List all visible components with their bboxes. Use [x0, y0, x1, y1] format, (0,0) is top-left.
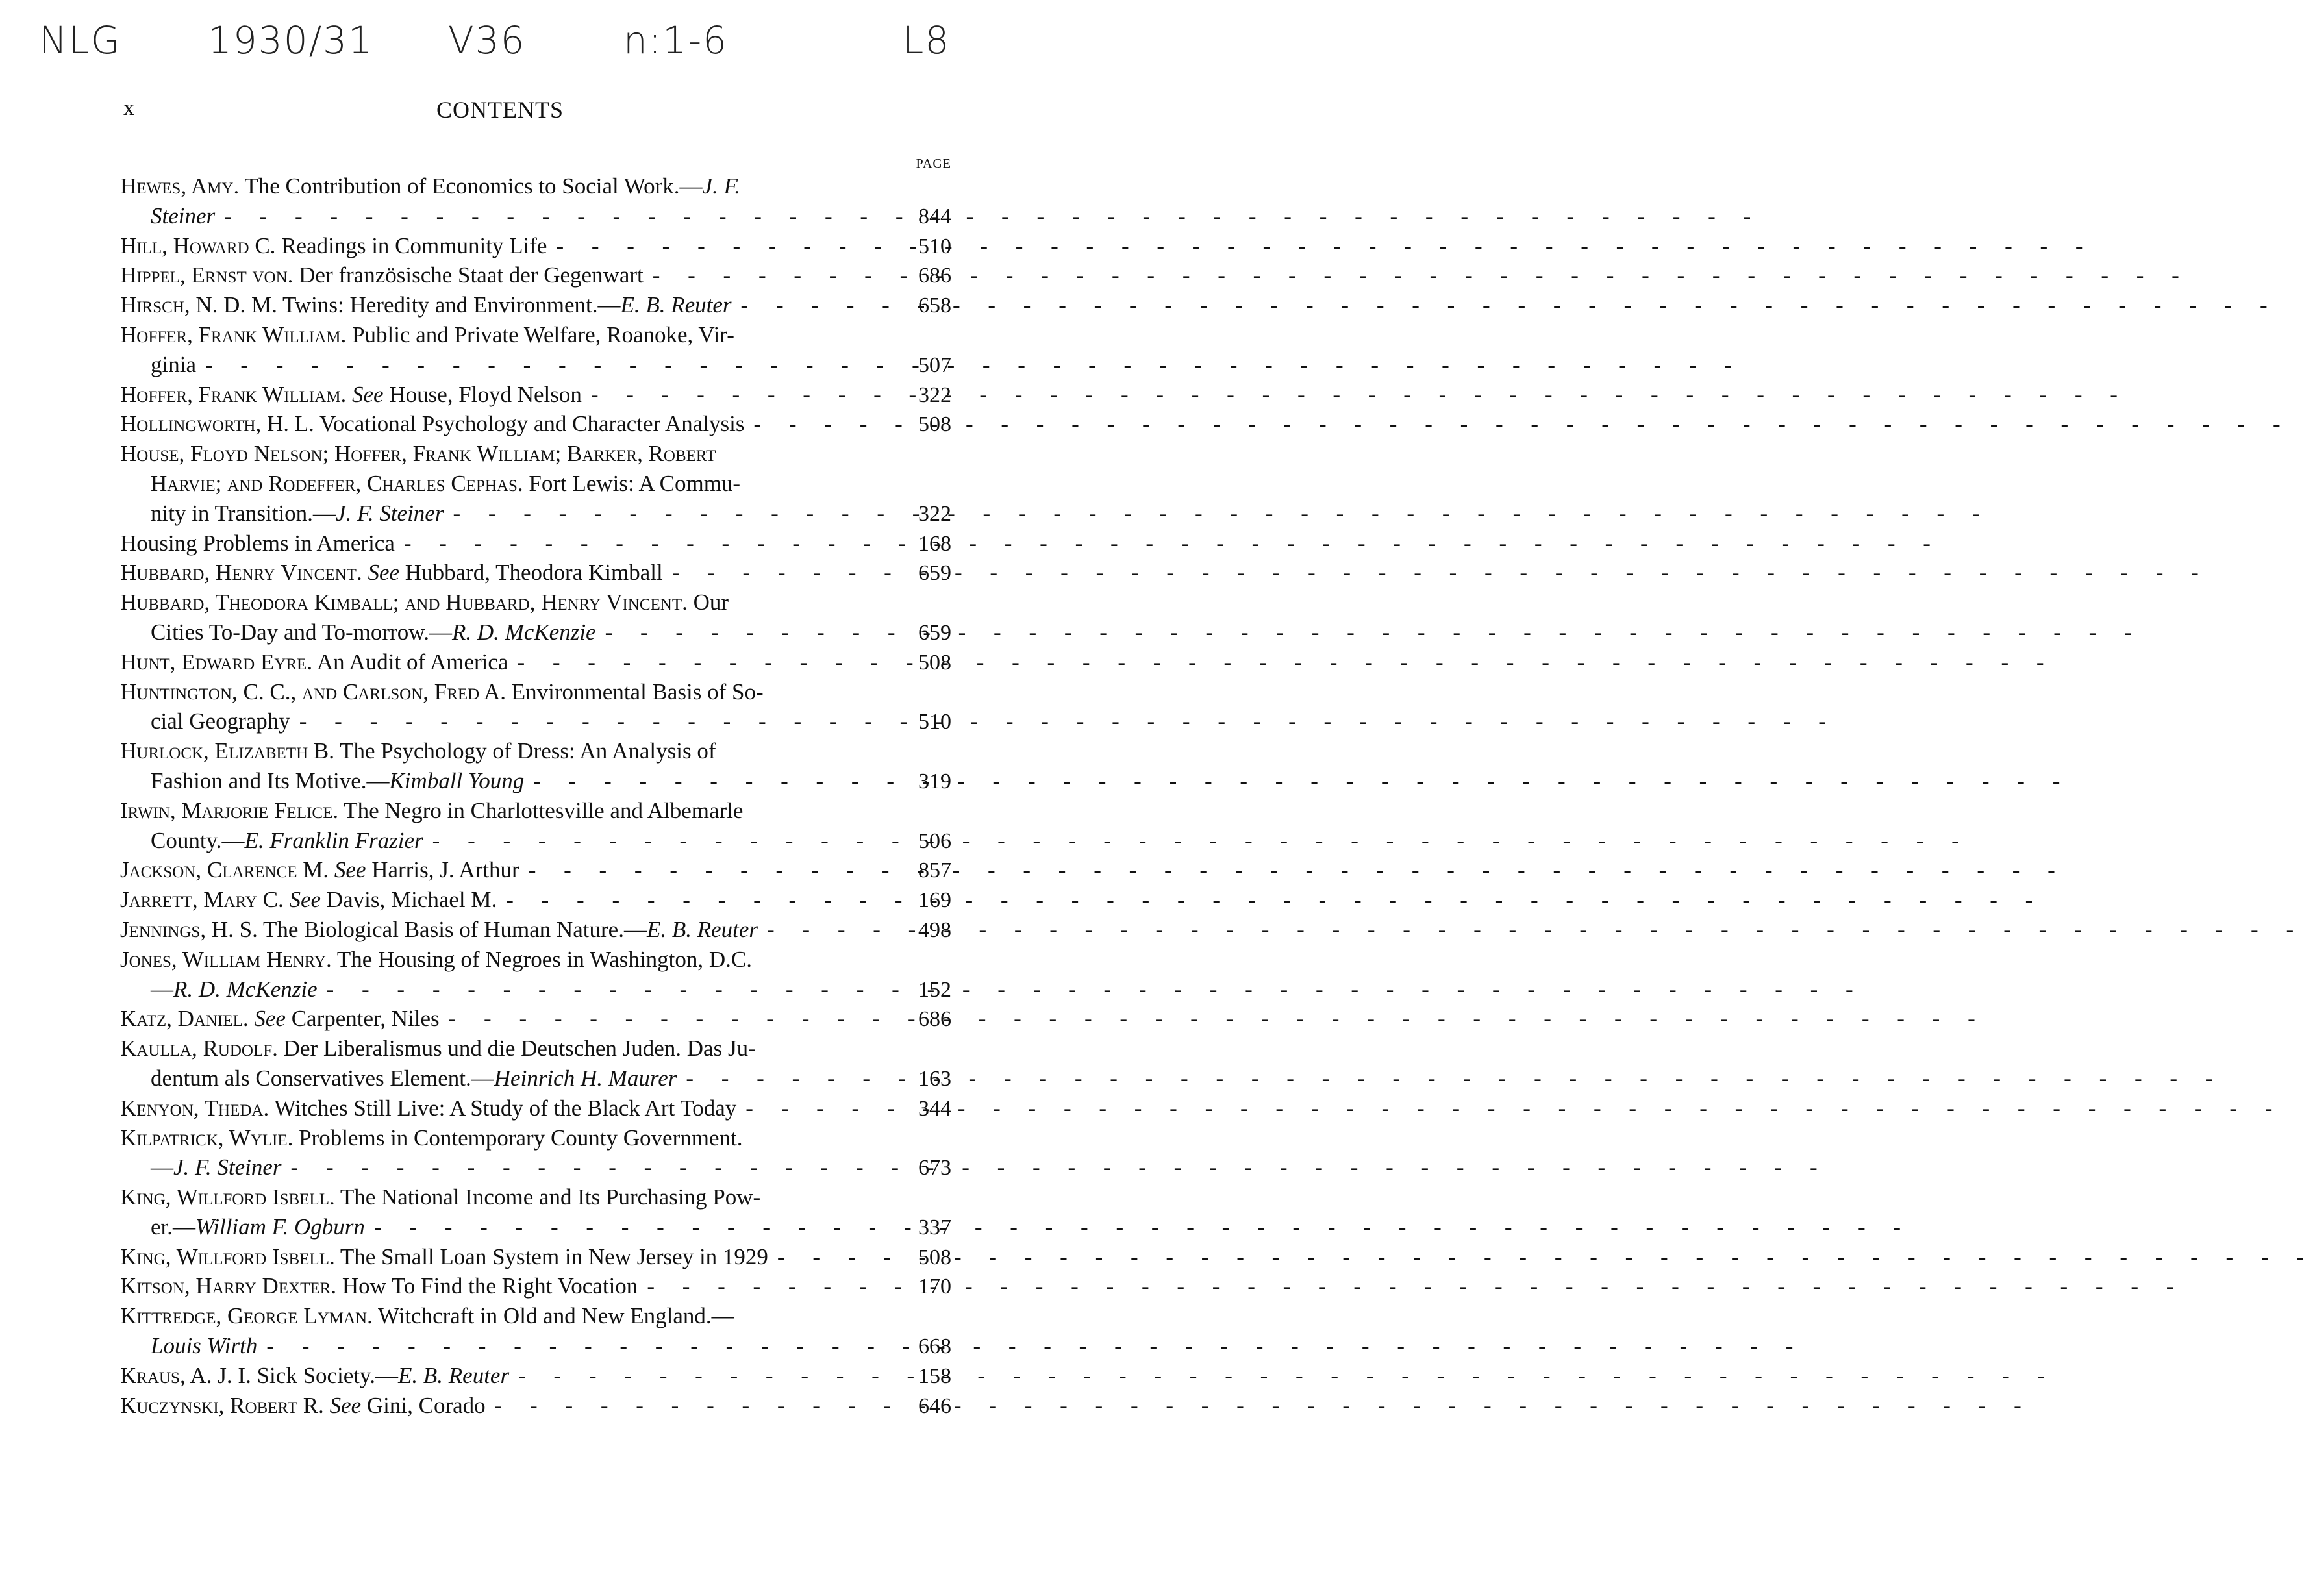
- entry-title: ginia: [151, 351, 196, 377]
- entry-title: Readings in Community Life: [281, 232, 547, 258]
- entry-title: County.—: [151, 827, 245, 853]
- dot-leader: [508, 647, 880, 677]
- entry-line: [120, 617, 951, 647]
- dot-leader: [524, 766, 880, 796]
- entry-title: Der französische Staat der Gegenwart: [299, 262, 644, 288]
- entry-text: [120, 1004, 440, 1034]
- entry-text: [151, 826, 423, 856]
- entry-author: House, Floyd Nelson; Hoffer, Frank William; Barker, Robert: [120, 441, 716, 467]
- entry-line: [120, 855, 951, 885]
- handwritten-mark: 1930/31: [208, 18, 373, 62]
- contents-entry: [120, 1361, 951, 1391]
- entry-title: Public and Private Welfare, Roanoke, Vir-: [352, 321, 734, 347]
- dot-leader: [547, 231, 880, 261]
- entry-author: Hirsch, N. D. M.: [120, 292, 277, 318]
- entry-title: —: [151, 976, 173, 1002]
- entry-text: [120, 1242, 768, 1272]
- contents-entry: [120, 439, 951, 528]
- entry-reviewer: E. B. Reuter: [646, 916, 758, 942]
- entry-page-number: 319: [918, 769, 951, 793]
- entry-author: Irwin, Marjorie Felice.: [120, 797, 339, 823]
- handwritten-mark: L8: [903, 18, 951, 62]
- entry-title: An Audit of America: [316, 649, 508, 675]
- contents-entry: [120, 320, 951, 380]
- contents-entry: [120, 558, 951, 588]
- entry-text: [151, 766, 524, 796]
- dot-leader: [290, 706, 880, 736]
- dot-leader: [257, 1331, 880, 1361]
- contents-entry: [120, 588, 951, 647]
- running-head: [123, 96, 877, 129]
- dot-leader: [318, 975, 880, 1004]
- entry-line: [120, 945, 951, 975]
- entry-reviewer: R. D. McKenzie: [173, 976, 318, 1002]
- entry-title: Gini, Corado: [366, 1392, 486, 1418]
- dot-leader: [423, 826, 880, 856]
- entry-text: [151, 706, 290, 736]
- dot-leader: [395, 529, 880, 558]
- entry-reviewer: E. B. Reuter: [398, 1362, 510, 1388]
- entry-text: [120, 945, 752, 975]
- contents-entry: [120, 915, 951, 945]
- entry-title: House, Floyd Nelson: [389, 381, 582, 407]
- entry-page-number: 344: [918, 1096, 951, 1121]
- page-title: CONTENTS: [436, 97, 564, 123]
- entry-page-number: 673: [918, 1156, 951, 1180]
- entry-text: [151, 350, 196, 380]
- entry-page-number: 322: [918, 501, 951, 526]
- entry-line: [120, 1064, 951, 1093]
- entry-line: [120, 469, 951, 499]
- entry-title: Witchcraft in Old and New England.—: [377, 1303, 734, 1329]
- see-reference: See: [254, 1006, 286, 1032]
- entry-title: The Housing of Negroes in Washington, D.C.: [336, 946, 752, 972]
- see-reference: See: [334, 857, 366, 883]
- entry-reviewer: William F. Ogburn: [195, 1214, 365, 1240]
- entry-text: [151, 1064, 677, 1093]
- entry-title: Cities To-Day and To-morrow.—: [151, 619, 452, 645]
- entry-text: [151, 1331, 257, 1361]
- entry-title: Hubbard, Theodora Kimball: [405, 560, 663, 586]
- entry-page-number: 508: [918, 412, 951, 437]
- entry-title: dentum als Conservatives Element.—: [151, 1065, 494, 1091]
- entry-line: [120, 171, 951, 201]
- entry-title: Our: [693, 590, 729, 616]
- entry-page-number: 857: [918, 858, 951, 883]
- entry-line: [120, 796, 951, 826]
- entry-text: [120, 1182, 760, 1212]
- entry-line: [120, 409, 951, 439]
- entry-text: [120, 1123, 742, 1153]
- entry-line: [120, 1004, 951, 1034]
- entry-page-number: 510: [918, 710, 951, 734]
- entry-text: [151, 1153, 282, 1182]
- entry-line: [120, 1153, 951, 1182]
- entry-line: [120, 529, 951, 558]
- entry-title: The Contribution of Economics to Social Work.—: [244, 173, 703, 199]
- entry-text: [120, 1301, 734, 1331]
- contents-entry: [120, 796, 951, 856]
- entry-author: Kitson, Harry Dexter.: [120, 1273, 337, 1299]
- dot-leader: [596, 617, 880, 647]
- entry-line: [120, 736, 951, 766]
- dot-leader: [663, 558, 880, 588]
- entry-text: [120, 1271, 638, 1301]
- entry-author: King, Willford Isbell.: [120, 1184, 335, 1210]
- page-column-label: PAGE: [916, 156, 951, 171]
- entry-line: [120, 201, 951, 231]
- entry-line: [120, 1242, 951, 1272]
- entry-text: [120, 588, 729, 617]
- entry-line: [120, 499, 951, 529]
- dot-leader: [440, 1004, 880, 1034]
- entry-title: The Biological Basis of Human Nature.—: [262, 916, 647, 942]
- entry-line: [120, 975, 951, 1004]
- entry-text: [120, 915, 758, 945]
- contents-entry: [120, 380, 951, 410]
- entry-page-number: 658: [918, 293, 951, 318]
- entry-text: [120, 736, 716, 766]
- entry-page-number: 668: [918, 1334, 951, 1359]
- entry-text: [120, 439, 716, 469]
- entry-line: [120, 439, 951, 469]
- entry-text: [120, 260, 644, 290]
- entry-author: Jennings, H. S.: [120, 916, 258, 942]
- entry-title: er.—: [151, 1214, 196, 1240]
- contents-entry: [120, 1391, 951, 1421]
- entry-line: [120, 1331, 951, 1361]
- entry-author: Kilpatrick, Wylie.: [120, 1125, 294, 1151]
- entry-author: Hoffer, Frank William.: [120, 381, 347, 407]
- entry-title: Der Liberalismus und die Deutschen Juden. Das Ju-: [283, 1036, 756, 1062]
- dot-leader: [736, 1093, 880, 1123]
- entry-title: Housing Problems in America: [120, 530, 395, 556]
- entry-line: [120, 826, 951, 856]
- entry-author: Kuczynski, Robert R.: [120, 1392, 324, 1418]
- entry-line: [120, 290, 951, 320]
- entry-author: Kenyon, Theda.: [120, 1095, 269, 1121]
- see-reference: See: [329, 1392, 362, 1418]
- contents-entry: [120, 290, 951, 320]
- entry-line: [120, 231, 951, 261]
- entry-page-number: 686: [918, 1007, 951, 1032]
- entry-author: Huntington, C. C., and Carlson, Fred A.: [120, 679, 507, 704]
- entry-line: [120, 350, 951, 380]
- entry-line: [120, 588, 951, 617]
- entry-title: Problems in Contemporary County Government.: [299, 1125, 743, 1151]
- entry-author: Katz, Daniel.: [120, 1006, 249, 1032]
- see-reference: See: [368, 560, 400, 586]
- entry-line: [120, 1182, 951, 1212]
- entry-line: [120, 647, 951, 677]
- entry-author: Hippel, Ernst von.: [120, 262, 294, 288]
- entry-line: [120, 1271, 951, 1301]
- entry-line: [120, 380, 951, 410]
- entry-text: [151, 201, 215, 231]
- entry-text: [120, 855, 519, 885]
- contents-entry: [120, 260, 951, 290]
- contents-entry: [120, 1093, 951, 1123]
- entry-text: [120, 409, 745, 439]
- entry-text: [151, 499, 444, 529]
- dot-leader: [282, 1153, 880, 1182]
- contents-entry: [120, 1182, 951, 1242]
- contents-entry: [120, 647, 951, 677]
- dot-leader: [745, 409, 880, 439]
- entry-text: [151, 1212, 365, 1242]
- entry-page-number: 163: [918, 1066, 951, 1091]
- entry-page-number: 498: [918, 917, 951, 942]
- entry-line: [120, 1123, 951, 1153]
- entry-text: [120, 885, 497, 915]
- entry-line: [120, 1093, 951, 1123]
- contents-entry: [120, 1004, 951, 1034]
- entry-text: [120, 647, 508, 677]
- entry-text: [120, 1034, 756, 1064]
- handwritten-mark: NLG: [39, 18, 121, 62]
- entry-title: The Small Loan System in New Jersey in 1929: [340, 1243, 768, 1269]
- entry-reviewer: Kimball Young: [389, 767, 525, 793]
- contents-entry: [120, 171, 951, 231]
- entry-page-number: 322: [918, 382, 951, 407]
- entry-text: [120, 558, 663, 588]
- entry-reviewer: R. D. McKenzie: [451, 619, 596, 645]
- entry-title: Fashion and Its Motive.—: [151, 767, 390, 793]
- dot-leader: [215, 201, 880, 231]
- entry-page-number: 152: [918, 977, 951, 1002]
- dot-leader: [365, 1212, 880, 1242]
- contents-entry: [120, 409, 951, 439]
- dot-leader: [644, 260, 880, 290]
- entry-text: [120, 677, 764, 707]
- entry-title: Vocational Psychology and Character Analysis: [319, 411, 745, 437]
- entry-text: [151, 469, 740, 499]
- entry-author: Hoffer, Frank William.: [120, 321, 347, 347]
- entry-line: [120, 1361, 951, 1391]
- entry-title: How To Find the Right Vocation: [342, 1273, 638, 1299]
- entry-author: Kittredge, George Lyman.: [120, 1303, 373, 1329]
- entry-page-number: 337: [918, 1215, 951, 1240]
- entry-title: Twins: Heredity and Environment.—: [282, 292, 621, 318]
- entry-text: [120, 171, 740, 201]
- entry-text: [120, 290, 732, 320]
- entry-author: Hewes, Amy.: [120, 173, 240, 199]
- entry-text: [120, 231, 547, 261]
- contents-entry: [120, 231, 951, 261]
- contents-entry: [120, 677, 951, 737]
- contents-entry: [120, 1242, 951, 1272]
- entry-page-number: 508: [918, 1245, 951, 1269]
- entry-author: Kaulla, Rudolf.: [120, 1036, 278, 1062]
- entry-page-number: 844: [918, 204, 951, 229]
- entry-page-number: 510: [918, 234, 951, 258]
- entry-author: Hubbard, Theodora Kimball; and Hubbard, Henry Vincent.: [120, 590, 688, 616]
- entry-page-number: 646: [918, 1393, 951, 1418]
- entry-line: [120, 766, 951, 796]
- entry-reviewer: J. F. Steiner: [173, 1154, 282, 1180]
- entry-reviewer: J. F.: [702, 173, 741, 199]
- entry-title: Harris, J. Arthur: [371, 857, 519, 883]
- handwritten-call-number: [39, 18, 961, 77]
- entry-author: Hurlock, Elizabeth B.: [120, 738, 334, 764]
- entry-line: [120, 915, 951, 945]
- dot-leader: [444, 499, 880, 529]
- page-folio: x: [123, 96, 134, 120]
- contents-entry: [120, 1123, 951, 1183]
- entry-title: Fort Lewis: A Commu-: [529, 470, 741, 496]
- entry-text: [151, 617, 596, 647]
- entry-title: The Psychology of Dress: An Analysis of: [340, 738, 716, 764]
- entry-page-number: 659: [918, 620, 951, 645]
- entry-text: [120, 320, 734, 350]
- entry-text: [120, 1361, 509, 1391]
- contents-entry: [120, 529, 951, 558]
- contents-entry: [120, 945, 951, 1004]
- dot-leader: [509, 1361, 880, 1391]
- entry-line: [120, 558, 951, 588]
- dot-leader: [638, 1271, 880, 1301]
- entry-line: [120, 320, 951, 350]
- dot-leader: [677, 1064, 880, 1093]
- entry-author: Hunt, Edward Eyre.: [120, 649, 313, 675]
- entry-reviewer: Louis Wirth: [151, 1333, 258, 1359]
- entry-page-number: 506: [918, 829, 951, 853]
- entry-title: —: [151, 1154, 173, 1180]
- dot-leader: [486, 1391, 880, 1421]
- entry-line: [120, 706, 951, 736]
- entry-page-number: 507: [918, 353, 951, 377]
- entry-title: The Negro in Charlottesville and Albemarle: [344, 797, 744, 823]
- contents-entry: [120, 736, 951, 796]
- dot-leader: [732, 290, 880, 320]
- dot-leader: [519, 855, 880, 885]
- entry-title: cial Geography: [151, 708, 290, 734]
- entry-reviewer: E. B. Reuter: [620, 292, 732, 318]
- entry-author: Hubbard, Henry Vincent.: [120, 560, 362, 586]
- entry-line: [120, 885, 951, 915]
- entry-line: [120, 260, 951, 290]
- entry-author: King, Willford Isbell.: [120, 1243, 335, 1269]
- contents-entry: [120, 855, 951, 885]
- entry-text: [120, 380, 582, 410]
- entry-title: nity in Transition.—: [151, 500, 336, 526]
- entry-page-number: 169: [918, 888, 951, 913]
- entry-author: Hill, Howard C.: [120, 232, 276, 258]
- entry-author: Jackson, Clarence M.: [120, 857, 329, 883]
- entry-text: [120, 529, 395, 558]
- entry-text: [120, 796, 743, 826]
- contents-entry: [120, 1271, 951, 1301]
- entry-text: [120, 1391, 486, 1421]
- see-reference: See: [289, 887, 321, 913]
- contents-entry: [120, 885, 951, 915]
- entry-line: [120, 1391, 951, 1421]
- entry-page-number: 158: [918, 1364, 951, 1388]
- entry-reviewer: J. F. Steiner: [335, 500, 444, 526]
- entry-line: [120, 1034, 951, 1064]
- entry-author: Jarrett, Mary C.: [120, 887, 284, 913]
- contents-entry: [120, 1034, 951, 1093]
- entry-reviewer: Heinrich H. Maurer: [494, 1065, 677, 1091]
- entry-title: The National Income and Its Purchasing Pow-: [340, 1184, 761, 1210]
- entry-title: Carpenter, Niles: [291, 1006, 440, 1032]
- entry-page-number: 686: [918, 264, 951, 288]
- handwritten-mark: n:1-6: [623, 18, 729, 62]
- entry-reviewer: E. Franklin Frazier: [244, 827, 423, 853]
- dot-leader: [582, 380, 880, 410]
- entry-page-number: 168: [918, 531, 951, 556]
- entry-page-number: 170: [918, 1275, 951, 1299]
- contents-entry: [120, 1301, 951, 1361]
- entry-author: Hollingworth, H. L.: [120, 411, 314, 437]
- dot-leader: [196, 350, 880, 380]
- entry-line: [120, 677, 951, 707]
- entry-author: Harvie; and Rodeffer, Charles Cephas.: [151, 470, 523, 496]
- entry-line: [120, 1212, 951, 1242]
- dot-leader: [758, 915, 880, 945]
- entry-author: Jones, William Henry.: [120, 946, 332, 972]
- entry-title: Sick Society.—: [257, 1362, 399, 1388]
- entry-page-number: 508: [918, 650, 951, 675]
- entry-title: Davis, Michael M.: [326, 887, 497, 913]
- entry-title: Environmental Basis of So-: [511, 679, 764, 704]
- dot-leader: [497, 885, 880, 915]
- contents-list: [120, 171, 951, 1420]
- entry-text: [151, 975, 318, 1004]
- entry-page-number: 659: [918, 561, 951, 586]
- see-reference: See: [352, 381, 384, 407]
- entry-author: Kraus, A. J. I.: [120, 1362, 251, 1388]
- entry-title: Witches Still Live: A Study of the Black Art Today: [274, 1095, 737, 1121]
- entry-text: [120, 1093, 736, 1123]
- handwritten-mark: V36: [448, 18, 526, 62]
- entry-reviewer: Steiner: [151, 203, 216, 229]
- entry-line: [120, 1301, 951, 1331]
- dot-leader: [768, 1242, 880, 1272]
